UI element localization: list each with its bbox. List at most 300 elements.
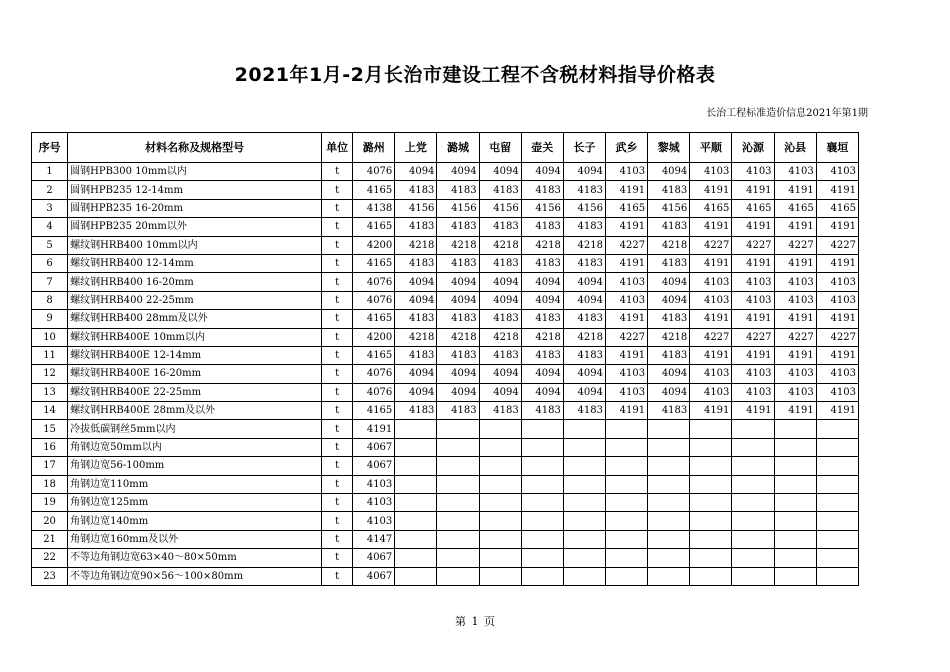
price-cell: 4191	[732, 346, 774, 364]
price-cell: 4191	[816, 181, 858, 199]
page-number: 第 1 页	[455, 615, 495, 628]
price-cell	[605, 567, 647, 585]
price-cell	[479, 494, 521, 512]
row-index-cell: 16	[32, 438, 68, 456]
price-cell: 4103	[605, 365, 647, 383]
row-index-cell: 8	[32, 291, 68, 309]
price-cell: 4094	[437, 365, 479, 383]
row-index-cell: 3	[32, 199, 68, 217]
price-cell: 4076	[353, 383, 395, 401]
price-cell: 4191	[605, 254, 647, 272]
material-name-cell: 螺纹钢HRB400E 16-20mm	[68, 365, 322, 383]
price-cell	[437, 457, 479, 475]
price-cell: 4147	[353, 530, 395, 548]
price-cell: 4156	[521, 199, 563, 217]
price-cell: 4165	[353, 254, 395, 272]
row-index-cell: 11	[32, 346, 68, 364]
price-cell: 4156	[648, 199, 690, 217]
price-cell	[732, 494, 774, 512]
material-name-cell: 螺纹钢HRB400E 12-14mm	[68, 346, 322, 364]
price-cell	[395, 494, 437, 512]
table-row	[32, 549, 859, 567]
price-cell: 4094	[648, 163, 690, 181]
price-cell	[605, 475, 647, 493]
price-cell: 4227	[690, 328, 732, 346]
issue-subtitle: 长治工程标准造价信息2021年第1期	[706, 108, 868, 119]
price-cell	[521, 567, 563, 585]
price-cell	[563, 494, 605, 512]
price-cell: 4156	[479, 199, 521, 217]
price-cell	[479, 438, 521, 456]
price-cell: 4094	[437, 383, 479, 401]
column-header: 襄垣	[816, 133, 858, 163]
table-row	[32, 218, 859, 236]
price-cell	[690, 457, 732, 475]
price-cell: 4103	[353, 494, 395, 512]
price-cell: 4191	[816, 254, 858, 272]
price-cell: 4094	[521, 163, 563, 181]
price-cell	[563, 530, 605, 548]
price-cell: 4191	[605, 346, 647, 364]
price-cell: 4191	[732, 218, 774, 236]
price-cell: 4183	[437, 254, 479, 272]
price-cell	[648, 530, 690, 548]
unit-cell: t	[322, 475, 353, 493]
price-cell	[521, 457, 563, 475]
unit-cell: t	[322, 383, 353, 401]
price-cell	[605, 438, 647, 456]
price-cell: 4103	[605, 163, 647, 181]
price-cell: 4191	[605, 310, 647, 328]
price-cell: 4103	[732, 383, 774, 401]
price-cell: 4156	[395, 199, 437, 217]
row-index-cell: 7	[32, 273, 68, 291]
price-cell: 4103	[732, 273, 774, 291]
price-cell	[690, 567, 732, 585]
price-cell	[774, 549, 816, 567]
price-cell: 4183	[437, 346, 479, 364]
price-cell	[395, 438, 437, 456]
column-header: 潞州	[353, 133, 395, 163]
price-cell: 4165	[816, 199, 858, 217]
price-cell: 4103	[774, 291, 816, 309]
unit-cell: t	[322, 291, 353, 309]
price-cell: 4094	[437, 273, 479, 291]
unit-cell: t	[322, 457, 353, 475]
material-name-cell: 不等边角钢边宽63×40～80×50mm	[68, 549, 322, 567]
price-cell: 4218	[479, 236, 521, 254]
price-cell: 4094	[395, 365, 437, 383]
price-cell	[648, 567, 690, 585]
price-cell: 4183	[563, 254, 605, 272]
price-cell	[774, 512, 816, 530]
price-cell: 4191	[605, 181, 647, 199]
material-name-cell: 角钢边宽50mm以内	[68, 438, 322, 456]
price-cell: 4165	[353, 402, 395, 420]
price-cell	[732, 438, 774, 456]
material-name-cell: 角钢边宽56-100mm	[68, 457, 322, 475]
column-header: 潞城	[437, 133, 479, 163]
material-name-cell: 螺纹钢HRB400 16-20mm	[68, 273, 322, 291]
price-cell	[563, 475, 605, 493]
price-cell: 4094	[563, 383, 605, 401]
price-cell: 4191	[605, 402, 647, 420]
price-cell	[437, 438, 479, 456]
price-cell: 4094	[521, 273, 563, 291]
column-header: 沁源	[732, 133, 774, 163]
price-cell: 4103	[816, 163, 858, 181]
price-cell	[563, 567, 605, 585]
price-cell	[648, 457, 690, 475]
price-cell	[521, 549, 563, 567]
price-cell: 4191	[732, 310, 774, 328]
unit-cell: t	[322, 328, 353, 346]
price-cell: 4191	[816, 310, 858, 328]
price-cell	[479, 549, 521, 567]
price-cell: 4183	[395, 181, 437, 199]
price-cell: 4218	[521, 236, 563, 254]
price-cell: 4191	[690, 254, 732, 272]
material-name-cell: 冷拔低碳钢丝5mm以内	[68, 420, 322, 438]
price-cell: 4103	[816, 273, 858, 291]
row-index-cell: 17	[32, 457, 68, 475]
column-header: 沁县	[774, 133, 816, 163]
price-cell: 4094	[395, 383, 437, 401]
price-cell	[395, 512, 437, 530]
row-index-cell: 14	[32, 402, 68, 420]
price-cell: 4191	[774, 181, 816, 199]
price-cell	[816, 457, 858, 475]
price-cell: 4103	[774, 163, 816, 181]
price-cell: 4103	[774, 383, 816, 401]
price-cell	[605, 512, 647, 530]
unit-cell: t	[322, 549, 353, 567]
price-cell: 4227	[690, 236, 732, 254]
price-cell: 4103	[774, 273, 816, 291]
price-cell: 4103	[732, 365, 774, 383]
price-cell	[774, 567, 816, 585]
price-cell	[816, 567, 858, 585]
price-cell	[479, 475, 521, 493]
price-cell: 4165	[353, 346, 395, 364]
price-cell	[732, 457, 774, 475]
price-cell: 4183	[648, 346, 690, 364]
price-cell: 4218	[437, 236, 479, 254]
price-cell	[479, 420, 521, 438]
price-cell: 4191	[774, 346, 816, 364]
column-header: 壶关	[521, 133, 563, 163]
table-row	[32, 254, 859, 272]
row-index-cell: 20	[32, 512, 68, 530]
row-index-cell: 2	[32, 181, 68, 199]
table-row	[32, 475, 859, 493]
table-row	[32, 365, 859, 383]
price-cell: 4103	[816, 291, 858, 309]
material-name-cell: 螺纹钢HRB400E 22-25mm	[68, 383, 322, 401]
price-cell: 4165	[353, 181, 395, 199]
table-row	[32, 291, 859, 309]
price-cell: 4183	[395, 218, 437, 236]
row-index-cell: 23	[32, 567, 68, 585]
material-name-cell: 不等边角钢边宽90×56～100×80mm	[68, 567, 322, 585]
material-name-cell: 螺纹钢HRB400 10mm以内	[68, 236, 322, 254]
price-cell: 4103	[605, 383, 647, 401]
table-row	[32, 346, 859, 364]
price-cell: 4191	[605, 218, 647, 236]
price-cell: 4227	[732, 236, 774, 254]
unit-cell: t	[322, 438, 353, 456]
price-cell: 4094	[479, 365, 521, 383]
material-name-cell: 螺纹钢HRB400 28mm及以外	[68, 310, 322, 328]
price-cell: 4067	[353, 438, 395, 456]
price-cell	[563, 420, 605, 438]
row-index-cell: 12	[32, 365, 68, 383]
price-cell	[648, 549, 690, 567]
price-cell: 4191	[774, 254, 816, 272]
unit-cell: t	[322, 402, 353, 420]
table-row	[32, 181, 859, 199]
price-cell: 4165	[732, 199, 774, 217]
price-cell: 4191	[732, 254, 774, 272]
price-cell	[605, 420, 647, 438]
price-cell	[437, 530, 479, 548]
price-cell: 4191	[690, 218, 732, 236]
table-row	[32, 383, 859, 401]
column-header: 平顺	[690, 133, 732, 163]
row-index-cell: 5	[32, 236, 68, 254]
price-cell: 4094	[395, 163, 437, 181]
table-row	[32, 163, 859, 181]
price-cell	[605, 494, 647, 512]
row-index-cell: 9	[32, 310, 68, 328]
price-cell: 4183	[521, 181, 563, 199]
price-cell	[563, 438, 605, 456]
row-index-cell: 19	[32, 494, 68, 512]
price-cell	[648, 475, 690, 493]
price-cell	[395, 549, 437, 567]
price-cell: 4183	[648, 254, 690, 272]
unit-cell: t	[322, 199, 353, 217]
price-cell: 4103	[774, 365, 816, 383]
price-cell	[690, 438, 732, 456]
material-name-cell: 圆钢HPB235 16-20mm	[68, 199, 322, 217]
price-cell	[563, 512, 605, 530]
price-cell: 4183	[521, 310, 563, 328]
price-cell	[479, 512, 521, 530]
price-cell	[521, 512, 563, 530]
price-cell: 4165	[605, 199, 647, 217]
material-name-cell: 螺纹钢HRB400 22-25mm	[68, 291, 322, 309]
table-row	[32, 273, 859, 291]
column-header: 序号	[32, 133, 68, 163]
material-name-cell: 圆钢HPB235 12-14mm	[68, 181, 322, 199]
unit-cell: t	[322, 218, 353, 236]
table-row	[32, 402, 859, 420]
price-cell: 4191	[816, 346, 858, 364]
price-cell	[563, 457, 605, 475]
price-cell: 4165	[774, 199, 816, 217]
price-cell: 4183	[648, 218, 690, 236]
price-cell: 4094	[395, 291, 437, 309]
table-row	[32, 530, 859, 548]
price-cell	[774, 457, 816, 475]
unit-cell: t	[322, 567, 353, 585]
price-cell: 4183	[437, 402, 479, 420]
price-cell: 4183	[479, 402, 521, 420]
price-cell	[521, 530, 563, 548]
price-cell: 4218	[521, 328, 563, 346]
price-cell: 4183	[395, 346, 437, 364]
price-cell	[437, 494, 479, 512]
price-cell: 4094	[437, 291, 479, 309]
price-cell: 4218	[648, 328, 690, 346]
price-cell: 4103	[690, 365, 732, 383]
unit-cell: t	[322, 512, 353, 530]
price-cell: 4094	[479, 291, 521, 309]
row-index-cell: 15	[32, 420, 68, 438]
price-cell: 4094	[648, 273, 690, 291]
table-body	[32, 163, 859, 586]
price-cell	[563, 549, 605, 567]
price-cell: 4227	[732, 328, 774, 346]
price-cell: 4165	[353, 310, 395, 328]
price-cell	[395, 420, 437, 438]
unit-cell: t	[322, 273, 353, 291]
price-cell	[774, 494, 816, 512]
price-cell	[479, 457, 521, 475]
price-cell: 4156	[437, 199, 479, 217]
price-cell: 4076	[353, 365, 395, 383]
unit-cell: t	[322, 254, 353, 272]
unit-cell: t	[322, 163, 353, 181]
price-cell: 4183	[648, 181, 690, 199]
column-header: 屯留	[479, 133, 521, 163]
price-cell: 4094	[648, 383, 690, 401]
price-cell: 4183	[437, 181, 479, 199]
price-cell: 4191	[774, 218, 816, 236]
price-cell: 4076	[353, 291, 395, 309]
page-title: 2021年1月-2月长治市建设工程不含税材料指导价格表	[234, 64, 716, 86]
table-row	[32, 199, 859, 217]
price-cell: 4227	[605, 236, 647, 254]
price-cell: 4218	[479, 328, 521, 346]
price-cell: 4183	[648, 402, 690, 420]
price-cell: 4103	[353, 475, 395, 493]
price-cell: 4183	[563, 181, 605, 199]
material-name-cell: 角钢边宽160mm及以外	[68, 530, 322, 548]
price-cell	[437, 475, 479, 493]
price-cell: 4094	[479, 163, 521, 181]
material-name-cell: 圆钢HPB235 20mm以外	[68, 218, 322, 236]
column-header: 单位	[322, 133, 353, 163]
price-cell: 4103	[816, 365, 858, 383]
price-cell: 4183	[563, 218, 605, 236]
price-cell	[816, 438, 858, 456]
price-cell: 4218	[395, 328, 437, 346]
price-cell: 4218	[437, 328, 479, 346]
price-cell: 4103	[605, 291, 647, 309]
table-row	[32, 457, 859, 475]
table-row	[32, 567, 859, 585]
row-index-cell: 6	[32, 254, 68, 272]
price-cell: 4103	[690, 273, 732, 291]
price-cell: 4191	[816, 402, 858, 420]
price-cell: 4183	[563, 346, 605, 364]
unit-cell: t	[322, 236, 353, 254]
price-cell: 4227	[605, 328, 647, 346]
price-cell: 4191	[774, 402, 816, 420]
price-cell: 4094	[563, 291, 605, 309]
price-cell: 4165	[690, 199, 732, 217]
price-cell	[437, 549, 479, 567]
price-cell: 4183	[563, 402, 605, 420]
price-cell: 4183	[479, 310, 521, 328]
price-cell	[816, 494, 858, 512]
price-cell: 4191	[690, 402, 732, 420]
row-index-cell: 13	[32, 383, 68, 401]
unit-cell: t	[322, 530, 353, 548]
price-cell	[774, 530, 816, 548]
column-header: 材料名称及规格型号	[68, 133, 322, 163]
price-cell: 4067	[353, 549, 395, 567]
price-cell: 4191	[732, 402, 774, 420]
price-cell	[816, 420, 858, 438]
price-cell: 4103	[816, 383, 858, 401]
price-cell: 4094	[521, 383, 563, 401]
price-cell: 4191	[353, 420, 395, 438]
price-cell: 4183	[521, 346, 563, 364]
price-cell	[774, 438, 816, 456]
price-cell	[521, 420, 563, 438]
price-cell	[437, 512, 479, 530]
table-row	[32, 512, 859, 530]
table-row	[32, 438, 859, 456]
column-header: 黎城	[648, 133, 690, 163]
table-row	[32, 420, 859, 438]
material-name-cell: 圆钢HPB300 10mm以内	[68, 163, 322, 181]
price-cell: 4183	[479, 254, 521, 272]
price-cell: 4094	[563, 365, 605, 383]
unit-cell: t	[322, 310, 353, 328]
price-cell: 4183	[563, 310, 605, 328]
row-index-cell: 21	[32, 530, 68, 548]
price-table	[31, 132, 859, 586]
price-cell: 4094	[563, 273, 605, 291]
price-cell: 4103	[353, 512, 395, 530]
unit-cell: t	[322, 365, 353, 383]
price-cell: 4067	[353, 567, 395, 585]
price-cell	[732, 420, 774, 438]
material-name-cell: 角钢边宽110mm	[68, 475, 322, 493]
price-cell: 4191	[732, 181, 774, 199]
price-cell: 4191	[774, 310, 816, 328]
price-cell: 4094	[648, 365, 690, 383]
price-cell	[605, 457, 647, 475]
price-cell	[816, 475, 858, 493]
column-header: 上党	[395, 133, 437, 163]
price-cell	[437, 567, 479, 585]
price-cell: 4103	[732, 291, 774, 309]
price-cell	[690, 530, 732, 548]
price-cell	[732, 512, 774, 530]
price-cell: 4103	[690, 163, 732, 181]
price-cell	[732, 530, 774, 548]
price-cell: 4076	[353, 163, 395, 181]
price-cell	[395, 567, 437, 585]
price-cell: 4191	[690, 346, 732, 364]
price-cell	[395, 475, 437, 493]
price-cell: 4200	[353, 328, 395, 346]
